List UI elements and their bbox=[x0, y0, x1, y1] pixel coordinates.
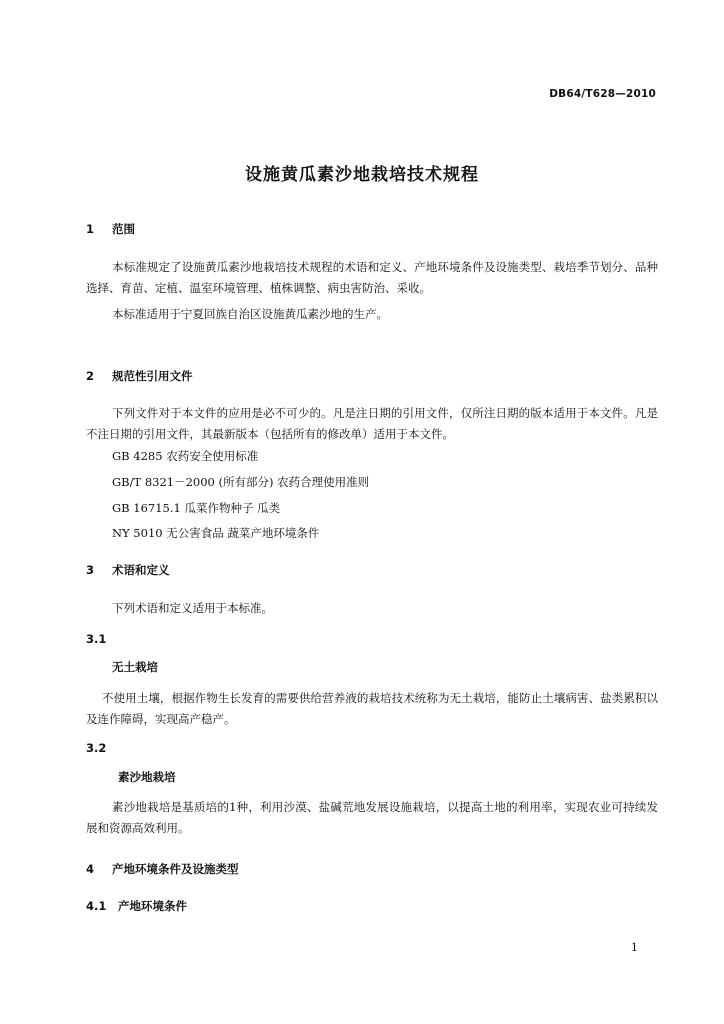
section-3-heading bbox=[86, 562, 170, 578]
section-title: 规范性引用文件 bbox=[112, 369, 193, 383]
term-number: 3.2 bbox=[86, 741, 107, 755]
reference-item: NY 5010 无公害食品 蔬菜产地环境条件 bbox=[112, 526, 320, 540]
subsection-title: 产地环境条件 bbox=[118, 899, 187, 913]
section-2-paragraph-1: 下列文件对于本文件的应用是必不可少的。凡是注日期的引用文件，仅所注日期的版本适用于本文件。凡是不注日期的引用文件，其最新版本（包括所有的修改单）适用于本文件。 bbox=[86, 406, 658, 441]
section-number: 4 bbox=[86, 862, 95, 876]
subsection-4-1-heading bbox=[86, 898, 187, 914]
term-name: 无土栽培 bbox=[112, 660, 158, 674]
section-number: 2 bbox=[86, 369, 95, 383]
subsection-number: 4.1 bbox=[86, 899, 107, 913]
document-title: 设施黄瓜素沙地栽培技术规程 bbox=[245, 165, 479, 185]
section-title: 产地环境条件及设施类型 bbox=[112, 862, 239, 876]
section-title: 范围 bbox=[112, 222, 135, 236]
reference-item: GB 16715.1 瓜菜作物种子 瓜类 bbox=[112, 501, 281, 515]
section-1-paragraph-2: 本标准适用于宁夏回族自治区设施黄瓜素沙地的生产。 bbox=[112, 307, 388, 321]
section-2-heading bbox=[86, 368, 193, 384]
section-number: 1 bbox=[86, 222, 95, 236]
page-number: 1 bbox=[631, 941, 638, 954]
reference-item: GB 4285 农药安全使用标准 bbox=[112, 449, 259, 463]
term-definition: 不使用土壤，根据作物生长发育的需要供给营养液的栽培技术统称为无土栽培，能防止土壤病害、盐类累积以及连作障碍，实现高产稳产。 bbox=[86, 691, 658, 726]
section-title: 术语和定义 bbox=[112, 563, 170, 577]
term-name: 素沙地栽培 bbox=[118, 770, 176, 784]
reference-item: GB/T 8321－2000 (所有部分) 农药合理使用准则 bbox=[112, 475, 370, 489]
section-1-heading bbox=[86, 221, 135, 237]
term-number: 3.1 bbox=[86, 632, 107, 646]
term-definition: 素沙地栽培是基质培的1种，利用沙漠、盐碱荒地发展设施栽培，以提高土地的利用率，实现农业可持续发展和资源高效利用。 bbox=[86, 800, 658, 835]
section-number: 3 bbox=[86, 563, 95, 577]
section-4-heading bbox=[86, 861, 239, 877]
section-3-paragraph-1: 下列术语和定义适用于本标准。 bbox=[112, 601, 273, 615]
standard-code: DB64/T628—2010 bbox=[549, 88, 656, 100]
section-1-paragraph-1: 本标准规定了设施黄瓜素沙地栽培技术规程的术语和定义、产地环境条件及设施类型、栽培季节划分、品种选择、育苗、定植、温室环境管理、植株调整、病虫害防治、采收。 bbox=[86, 260, 658, 295]
